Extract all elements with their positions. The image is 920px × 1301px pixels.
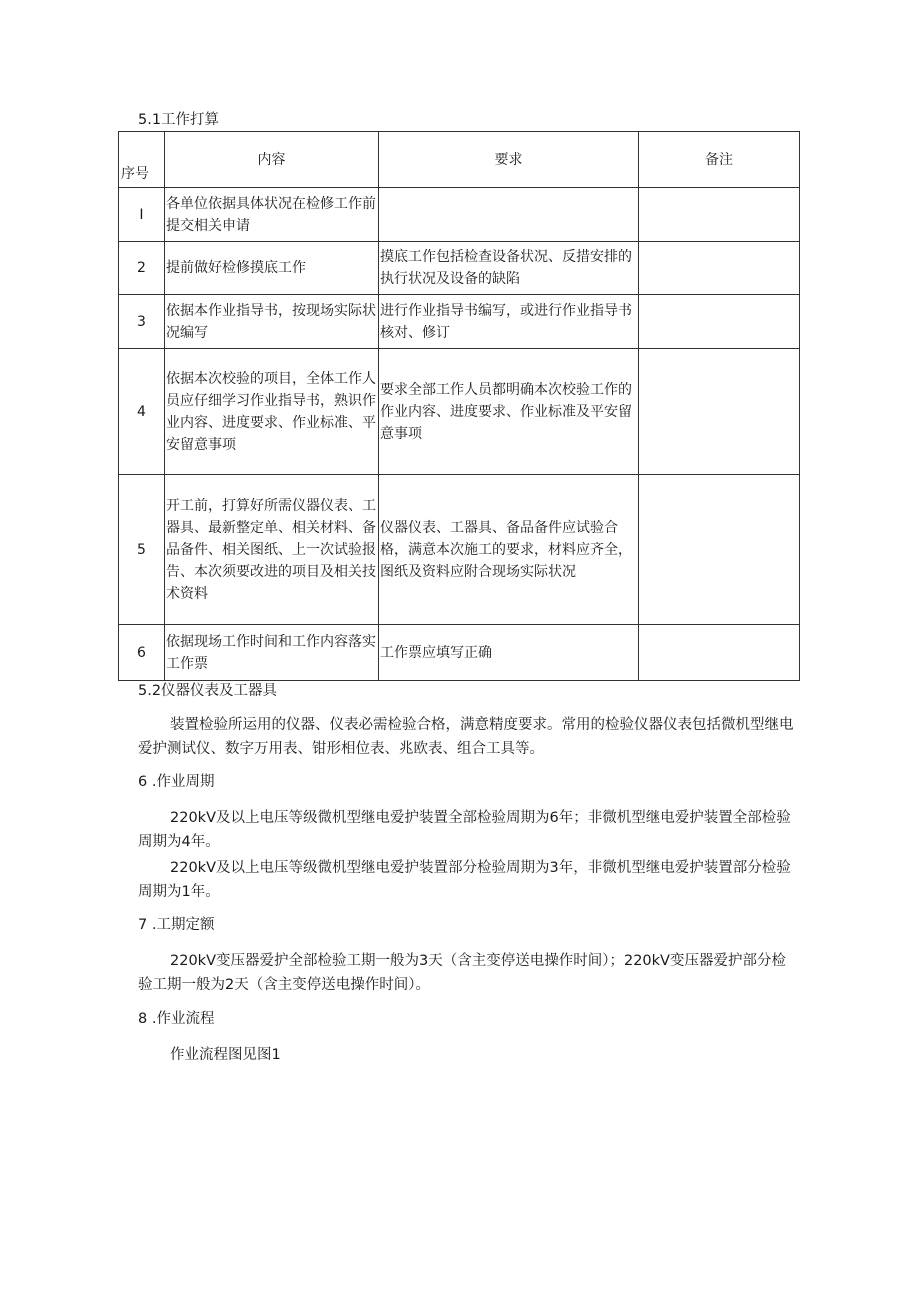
row-requirement: 进行作业指导书编写，或进行作业指导书核对、修订 bbox=[379, 295, 639, 349]
row-no: 3 bbox=[119, 295, 165, 349]
row-no: 2 bbox=[119, 242, 165, 295]
section-6-title: 6 .作业周期 bbox=[138, 774, 215, 790]
section-8-paragraph: 作业流程图见图1 bbox=[170, 1047, 281, 1063]
row-content: 各单位依据具体状况在检修工作前提交相关申请 bbox=[165, 188, 379, 242]
row-content: 依据现场工作时间和工作内容落实工作票 bbox=[165, 625, 379, 681]
row-requirement: 摸底工作包括检查设备状况、反措安排的执行状况及设备的缺陷 bbox=[379, 242, 639, 295]
row-remark bbox=[639, 188, 800, 242]
row-remark bbox=[639, 475, 800, 625]
row-remark bbox=[639, 625, 800, 681]
row-content: 提前做好检修摸底工作 bbox=[165, 242, 379, 295]
row-content: 依据本次校验的项目，全体工作人员应仔细学习作业指导书，熟识作业内容、进度要求、作业标准、平安留意事项 bbox=[165, 349, 379, 475]
table-row bbox=[119, 242, 800, 295]
section-5-1-title: 5.1工作打算 bbox=[138, 112, 220, 128]
row-content: 开工前，打算好所需仪器仪表、工器具、最新整定单、相关材料、备品备件、相关图纸、上一次试验报告、本次须要改进的项目及相关技术资料 bbox=[165, 475, 379, 625]
table-row bbox=[119, 625, 800, 681]
row-no: I bbox=[119, 188, 165, 242]
table-row bbox=[119, 295, 800, 349]
row-no: 6 bbox=[119, 625, 165, 681]
row-remark bbox=[639, 295, 800, 349]
row-no: 5 bbox=[119, 475, 165, 625]
work-plan-table bbox=[118, 131, 800, 681]
section-6-paragraph-2: 220kV及以上电压等级微机型继电爱护装置部分检验周期为3年，非微机型继电爱护装置部分检验周期为1年。 bbox=[138, 860, 791, 900]
section-5-2-title: 5.2仪器仪表及工器具 bbox=[138, 683, 278, 699]
header-content: 内容 bbox=[165, 132, 379, 188]
table-row bbox=[119, 349, 800, 475]
table-header-row bbox=[119, 132, 800, 188]
table-row bbox=[119, 475, 800, 625]
header-requirement: 要求 bbox=[379, 132, 639, 188]
header-no: 序号 bbox=[119, 132, 165, 188]
section-7-title: 7 .工期定额 bbox=[138, 917, 215, 933]
row-requirement: 工作票应填写正确 bbox=[379, 625, 639, 681]
row-content: 依据本作业指导书，按现场实际状况编写 bbox=[165, 295, 379, 349]
row-remark bbox=[639, 349, 800, 475]
row-requirement bbox=[379, 188, 639, 242]
row-requirement: 要求全部工作人员都明确本次校验工作的作业内容、进度要求、作业标准及平安留意事项 bbox=[379, 349, 639, 475]
header-remark: 备注 bbox=[639, 132, 800, 188]
section-7-paragraph: 220kV变压器爱护全部检验工期一般为3天（含主变停送电操作时间）；220kV变压器爱护部分检验工期一般为2天（含主变停送电操作时间）。 bbox=[138, 953, 786, 993]
row-no: 4 bbox=[119, 349, 165, 475]
table-row bbox=[119, 188, 800, 242]
row-requirement: 仪器仪表、工器具、备品备件应试验合格，满意本次施工的要求，材料应齐全，图纸及资料应附合现场实际状况 bbox=[379, 475, 639, 625]
section-5-2-paragraph: 装置检验所运用的仪器、仪表必需检验合格，满意精度要求。常用的检验仪器仪表包括微机型继电爱护测试仪、数字万用表、钳形相位表、兆欧表、组合工具等。 bbox=[138, 717, 794, 757]
section-8-title: 8 .作业流程 bbox=[138, 1011, 215, 1027]
row-remark bbox=[639, 242, 800, 295]
section-6-paragraph-1: 220kV及以上电压等级微机型继电爱护装置全部检验周期为6年；非微机型继电爱护装置全部检验周期为4年。 bbox=[138, 810, 791, 850]
